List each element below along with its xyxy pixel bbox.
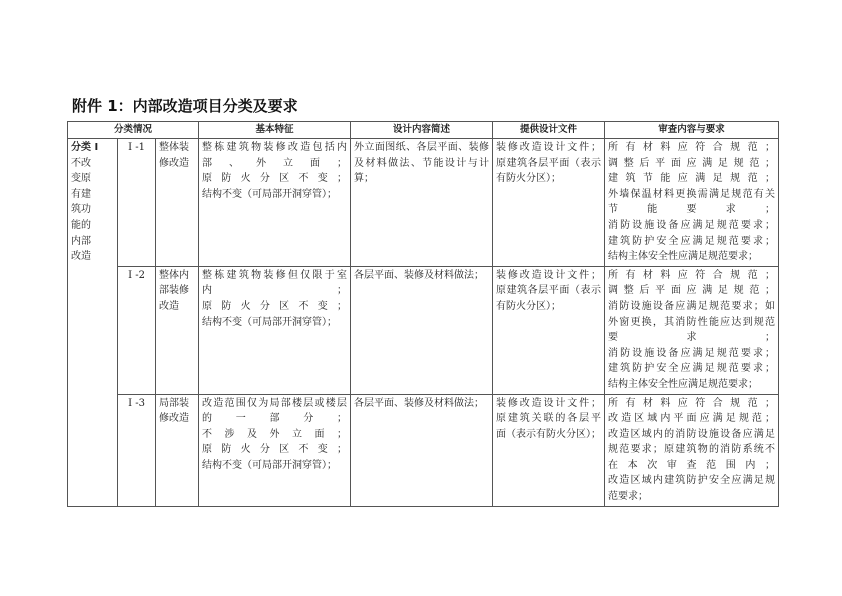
row-review-line: 调整后平面应满足规范； [608, 285, 776, 297]
row-files-line: 原建筑各层平面（表示 [496, 285, 602, 297]
row-review-line: 消防设施设备应满足规范要求； [608, 219, 776, 231]
row-review-line: 在本次审查范围内； [608, 459, 776, 471]
row-review-line: 改造区域内建筑防护安全应满足规 [608, 475, 776, 487]
row-review-line: 改造区域内的消防设施设备应满足 [608, 428, 776, 440]
row-type [156, 266, 199, 394]
row-review-line: 外墙保温材料更换需满足规范有关 [608, 188, 776, 200]
row-review-line: 所有材料应符合规范； [608, 397, 776, 409]
row-review-line: 建筑节能应满足规范； [608, 173, 776, 185]
row-type [156, 394, 199, 506]
row-type-line: 整体装 [159, 142, 189, 153]
row-review [605, 394, 779, 506]
row-files-line: 装修改造设计文件； [496, 397, 602, 409]
table-header-row [68, 122, 779, 139]
row-review-line: 节能要求； [608, 204, 776, 216]
table-row [68, 266, 779, 394]
row-review-line: 消防设施设备应满足规范要求； [608, 347, 776, 359]
header-design: 设计内容简述 [351, 122, 493, 139]
row-files-line: 原建筑各层平面（表示 [496, 157, 602, 169]
row-type-line: 修改造 [159, 413, 189, 425]
row-features [199, 394, 351, 506]
row-review-line: 消防设施设备应满足规范要求；如 [608, 300, 776, 312]
row-code: I -3 [118, 394, 156, 506]
category-cell [68, 139, 118, 507]
row-features-line: 原防火分区不变； [202, 300, 348, 312]
row-features-line: 整栋建筑物装修改造包括内 [202, 142, 348, 153]
row-review-line: 要求； [608, 332, 776, 344]
category-desc-line: 有建 [71, 188, 91, 200]
row-design-line: 算； [354, 173, 375, 185]
row-type-line: 部装修 [159, 285, 189, 297]
row-features-line: 内； [202, 285, 348, 297]
row-review-line: 所有材料应符合规范； [608, 269, 776, 281]
row-review-line: 建筑防护安全应满足规范要求； [608, 235, 776, 247]
row-features-line: 部、外立面； [202, 157, 348, 169]
row-files-line: 有防火分区）； [496, 300, 562, 312]
row-review-line: 范要求； [608, 491, 649, 503]
row-review-line: 结构主体安全性应满足规范要求； [608, 251, 759, 263]
page-title: 附件 1：内部改造项目分类及要求 [72, 97, 298, 115]
row-files [493, 266, 605, 394]
row-type-line: 局部装 [159, 397, 189, 409]
row-design-line: 及材料做法、节能设计与计 [354, 157, 490, 169]
row-files [493, 139, 605, 267]
row-code: I -2 [118, 266, 156, 394]
row-type-line: 修改造 [159, 157, 189, 169]
row-features-line: 改造范围仅为局部楼层或楼层 [202, 397, 348, 409]
row-design [351, 394, 493, 506]
row-design-line: 各层平面、装修及材料做法； [354, 397, 485, 409]
row-design-line: 外立面图纸、各层平面、装修 [354, 142, 490, 153]
table-row [68, 139, 779, 267]
row-review-line: 结构主体安全性应满足规范要求； [608, 378, 759, 390]
row-design-line: 各层平面、装修及材料做法； [354, 269, 485, 281]
row-features-line: 的一部分； [202, 413, 348, 425]
row-design [351, 266, 493, 394]
row-features-line: 不涉及外立面； [202, 428, 348, 440]
row-files-line: 有防火分区）； [496, 173, 562, 185]
row-review-line: 建筑防护安全应满足规范要求； [608, 363, 776, 375]
row-files-line: 面（表示有防火分区）； [496, 428, 602, 440]
row-features-line: 结构不变（可局部开洞穿管）； [202, 188, 338, 200]
row-features-line: 原防火分区不变； [202, 173, 348, 185]
row-files-line: 原建筑关联的各层平 [496, 413, 602, 425]
row-features-line: 结构不变（可局部开洞穿管）； [202, 316, 338, 328]
row-files-line: 装修改造设计文件； [496, 269, 602, 281]
category-desc-line: 内部 [71, 235, 91, 247]
category-label: 分类 I [71, 142, 99, 153]
category-desc-line: 筑功 [71, 204, 91, 216]
row-type-line: 改造 [159, 300, 179, 312]
row-code: I -1 [118, 139, 156, 267]
header-features: 基本特征 [199, 122, 351, 139]
row-review [605, 266, 779, 394]
row-type-line: 整体内 [159, 269, 189, 281]
row-features [199, 139, 351, 267]
row-features-line: 结构不变（可局部开洞穿管）； [202, 459, 338, 471]
row-files-line: 装修改造设计文件； [496, 142, 602, 153]
category-desc-line: 不改 [71, 157, 91, 169]
header-review: 审查内容与要求 [605, 122, 779, 139]
row-review [605, 139, 779, 267]
row-review-line: 规范要求；原建筑物的消防系统不 [608, 444, 776, 456]
category-desc-line: 改造 [71, 251, 91, 263]
row-review-line: 调整后平面应满足规范； [608, 157, 776, 169]
row-review-line: 所有材料应符合规范； [608, 142, 776, 153]
header-files: 提供设计文件 [493, 122, 605, 139]
row-review-line: 外窗更换，其消防性能应达到规范 [608, 316, 776, 328]
category-desc-line: 能的 [71, 219, 91, 231]
classification-table [67, 121, 779, 507]
table-row [68, 394, 779, 506]
row-features-line: 整栋建筑物装修但仅限于室 [202, 269, 348, 281]
row-features-line: 原防火分区不变； [202, 444, 348, 456]
category-desc-line: 变原 [71, 173, 91, 185]
row-type [156, 139, 199, 267]
header-classification: 分类情况 [68, 122, 199, 139]
row-design [351, 139, 493, 267]
row-review-line: 改造区域内平面应满足规范； [608, 413, 776, 425]
row-files [493, 394, 605, 506]
row-features [199, 266, 351, 394]
